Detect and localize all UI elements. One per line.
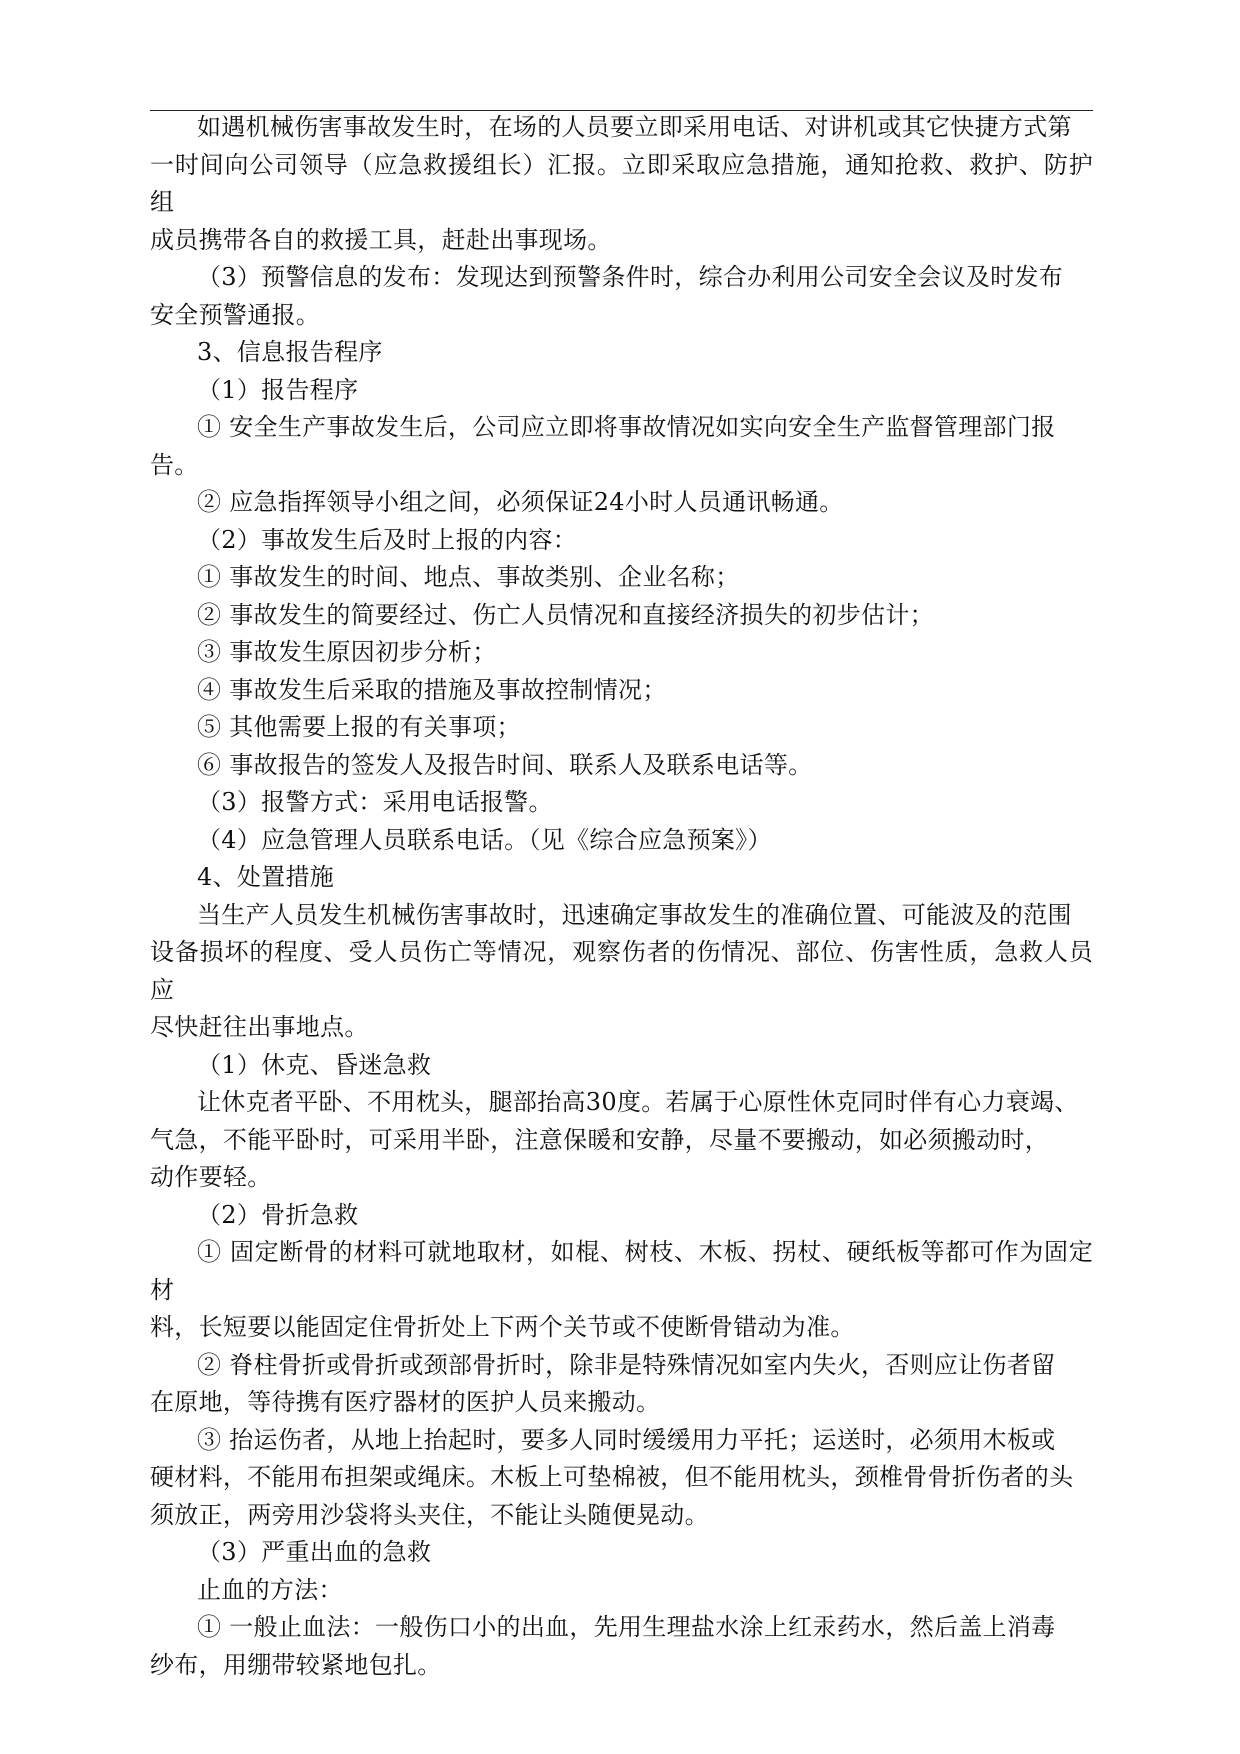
paragraph-line: 成员携带各自的救援工具，赶赴出事现场。 xyxy=(150,225,612,254)
paragraph-line: ② 脊柱骨折或骨折或颈部骨折时，除非是特殊情况如室内失火，否则应让伤者留 xyxy=(197,1350,1056,1379)
paragraph-line: 须放正，两旁用沙袋将头夹住，不能让头随便晃动。 xyxy=(150,1500,709,1529)
paragraph-line: （2）骨折急救 xyxy=(197,1200,359,1229)
paragraph-line: 4、处置措施 xyxy=(197,863,335,891)
paragraph-line: 尽快赶往出事地点。 xyxy=(150,1013,369,1041)
paragraph-line: ③ 事故发生原因初步分析； xyxy=(197,638,497,666)
paragraph-line: ① 事故发生的时间、地点、事故类别、企业名称； xyxy=(197,563,740,591)
paragraph-line: 安全预警通报。 xyxy=(150,300,321,329)
paragraph-line: 动作要轻。 xyxy=(150,1163,272,1191)
paragraph-line: 3、信息报告程序 xyxy=(197,338,383,366)
paragraph-line: 一时间向公司领导（应急救援组长）汇报。立即采取应急措施，通知抢救、救护、防护组 xyxy=(150,150,1093,216)
paragraph-line: ③ 抬运伤者，从地上抬起时，要多人同时缓缓用力平托；运送时，必须用木板或 xyxy=(197,1425,1056,1454)
paragraph-line: ② 应急指挥领导小组之间，必须保证24小时人员通讯畅通。 xyxy=(197,488,844,516)
paragraph-line: 告。 xyxy=(150,450,199,479)
paragraph-line: ① 安全生产事故发生后，公司应立即将事故情况如实向安全生产监督管理部门报 xyxy=(197,413,1056,441)
paragraph-line: ④ 事故发生后采取的措施及事故控制情况； xyxy=(197,675,667,704)
paragraph-line: 设备损坏的程度、受人员伤亡等情况，观察伤者的伤情况、部位、伤害性质，急救人员应 xyxy=(150,938,1093,1004)
paragraph-line: 止血的方法： xyxy=(197,1575,343,1604)
paragraph-line: （1）休克、昏迷急救 xyxy=(197,1050,432,1079)
paragraph-line: （3）严重出血的急救 xyxy=(197,1538,432,1566)
document-body xyxy=(150,109,1093,1684)
paragraph-line: （4）应急管理人员联系电话。（见《综合应急预案》） xyxy=(197,825,772,854)
paragraph-line: （3）预警信息的发布：发现达到预警条件时，综合办利用公司安全会议及时发布 xyxy=(197,263,1064,291)
paragraph-line: 在原地，等待携有医疗器材的医护人员来搬动。 xyxy=(150,1388,661,1416)
paragraph-line: 纱布，用绷带较紧地包扎。 xyxy=(150,1650,442,1679)
paragraph-line: ⑥ 事故报告的签发人及报告时间、联系人及联系电话等。 xyxy=(197,750,813,779)
paragraph-line: （2）事故发生后及时上报的内容： xyxy=(197,525,578,554)
paragraph-line: 气急，不能平卧时，可采用半卧，注意保暖和安静，尽量不要搬动，如必须搬动时， xyxy=(150,1125,1050,1154)
paragraph-line: （3）报警方式：采用电话报警。 xyxy=(197,788,553,816)
paragraph-line: （1）报告程序 xyxy=(197,375,359,404)
paragraph-line: ⑤ 其他需要上报的有关事项； xyxy=(197,713,521,741)
paragraph-line: 硬材料，不能用布担架或绳床。木板上可垫棉被，但不能用枕头，颈椎骨骨折伤者的头 xyxy=(150,1463,1074,1491)
paragraph-line: ① 固定断骨的材料可就地取材，如棍、树枝、木板、拐杖、硬纸板等都可作为固定材 xyxy=(150,1238,1093,1304)
paragraph-line: 料，长短要以能固定住骨折处上下两个关节或不使断骨错动为准。 xyxy=(150,1313,855,1341)
paragraph-line: 当生产人员发生机械伤害事故时，迅速确定事故发生的准确位置、可能波及的范围 xyxy=(197,900,1072,929)
paragraph-line: ② 事故发生的简要经过、伤亡人员情况和直接经济损失的初步估计； xyxy=(197,600,934,629)
paragraph-line: 让休克者平卧、不用枕头，腿部抬高30度。若属于心原性休克同时伴有心力衰竭、 xyxy=(197,1088,1079,1116)
paragraph-line: ① 一般止血法：一般伤口小的出血，先用生理盐水涂上红汞药水，然后盖上消毒 xyxy=(197,1613,1056,1641)
paragraph-line: 如遇机械伤害事故发生时，在场的人员要立即采用电话、对讲机或其它快捷方式第 xyxy=(197,113,1072,141)
